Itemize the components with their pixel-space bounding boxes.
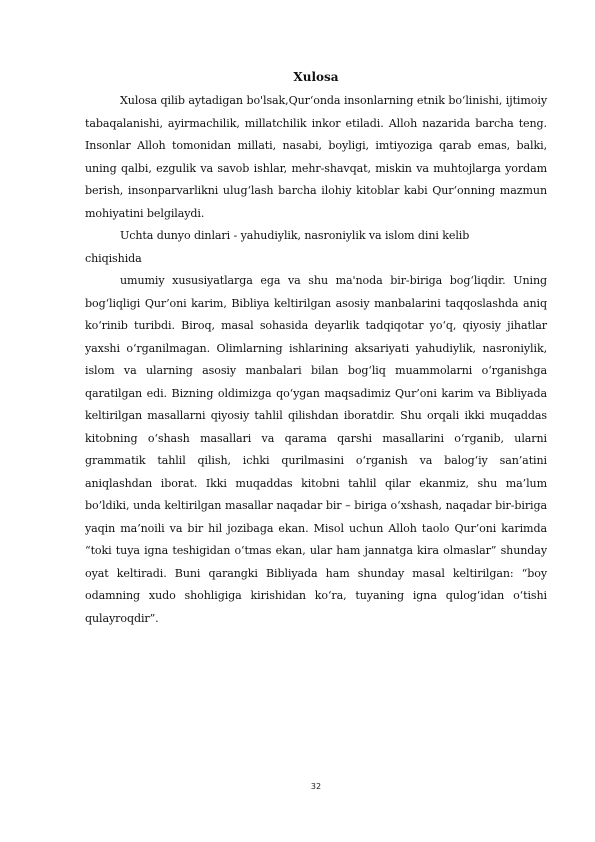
paragraph-three-religions: Uchta dunyo dinlari - yahudiylik, nasroniylik va islom dini kelib chiqishida (85, 229, 470, 265)
document-title: Xulosa (293, 70, 339, 84)
page-number: 32 (310, 782, 322, 791)
paragraph-comparison: umumiy xususiyatlarga ega va shu ma'noda bir-biriga bog‘liqdir. Uning bog‘liqligi Qur’oni karim, Bibliya keltirilgan asosiy manbalarini taqqoslashda aniq ko‘rinib turibdi. Biroq, masal sohasida deyarlik tadqiqotar yo‘q, qiyosiy jihatlar yaxshi o‘rganilmagan. Olimlarning ishlarining aksariyati yahudiylik, nasroniylik, islom va ularning asosiy manbalari bilan bog‘liq muammolarni o‘rganishga qaratilgan edi. Bizning oldimizga qo‘ygan maqsadimiz Qur’oni karim va Bibliyada keltirilgan masallarni qiyosiy tahlil qilishdan iboratdir. Shu orqali ikki muqaddas kitobning o‘shash masallari va qarama qarshi masallarini o‘rganib, ularni grammatik tahlil qilish, ichki qurilmasini o‘rganish va balog‘iy san’atini aniqlashdan iborat. Ikki muqaddas kitobni tahlil qilar ekanmiz, shu ma’lum bo’ldiki, unda keltirilgan masallar naqadar bir – biriga o‘xshash, naqadar bir-biriga yaqin ma’noili va bir hil jozibaga ekan. Misol uchun Alloh taolo Qur’oni karimda “toki tuya igna teshigidan o‘tmas ekan, ular ham jannatga kira olmaslar” shunday oyat keltiradi. Buni qarangki Bibliyada ham shunday masal keltirilgan: “boy odamning xudo shohligiga kirishidan ko‘ra, tuyaning igna qulog‘idan o‘tishi qulayroqdir”. (85, 274, 547, 625)
document-page (85, 64, 547, 791)
paragraph-conclusion: Xulosa qilib aytadigan bo'lsak,Qur‘onda insonlarning etnik bo‘linishi, ijtimoiy tabaqalanishi, ayirmachilik, millatchilik inkor etiladi. Alloh nazarida barcha teng. Insonlar Alloh tomonidan millati, nasabi, boyligi, imtiyoziga qarab emas, balki, uning qalbi, ezgulik va savob ishlar, mehr-shavqat, miskin va muhtojlarga yordam berish, insonparvarlikni ulug‘lash barcha ilohiy kitoblar kabi Qur‘onning mazmun mohiyatini belgilaydi. (85, 94, 547, 220)
